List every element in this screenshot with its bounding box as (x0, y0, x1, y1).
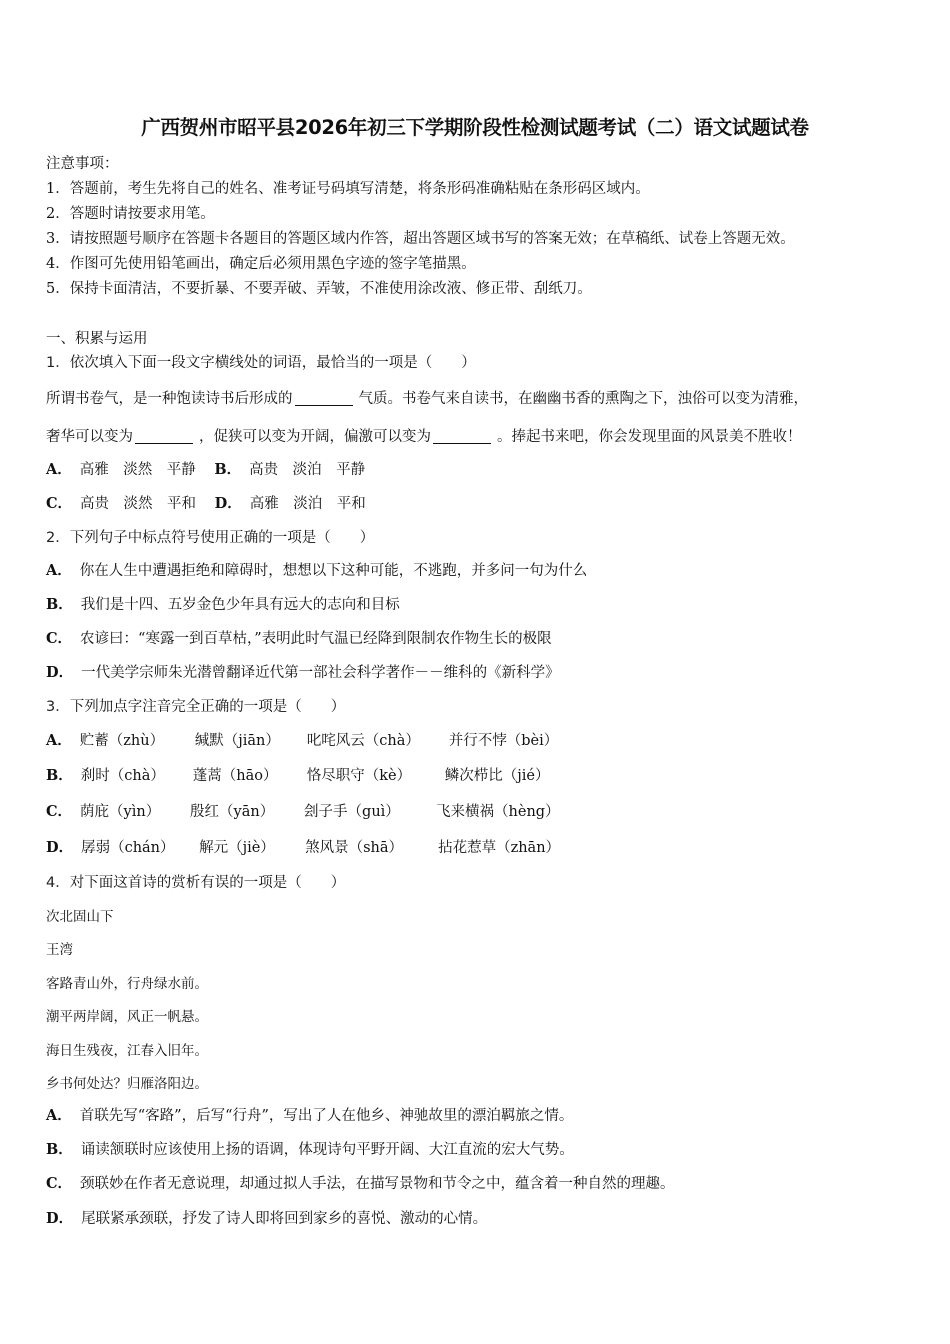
option-term: 煞风景（shā） (305, 840, 404, 856)
question-stem: 依次填入下面一段文字横线处的词语，最恰当的一项是（ ） (69, 355, 476, 371)
question-number: 1． (46, 355, 70, 371)
passage-text: ，促狭可以变为开阔，偏激可以变为 (199, 429, 431, 445)
question-4-option-c (46, 1172, 675, 1193)
question-4-option-d (46, 1207, 487, 1228)
passage-text: 奢华可以变为 (46, 429, 133, 445)
notice-heading: 注意事项： (46, 156, 119, 172)
option-key: D． (46, 839, 74, 856)
question-3-option-b (46, 764, 549, 785)
question-4-option-b (46, 1138, 574, 1159)
poem-line-2: 潮平两岸阔，风正一帆悬。 (46, 1009, 208, 1025)
notice-item-2: 2．答题时请按要求用笔。 (46, 206, 215, 222)
question-2-option-b (46, 593, 400, 614)
passage-text: 。捧起书来吧，你会发现里面的风景美不胜收！ (497, 429, 802, 445)
notice-item-3: 3．请按照题号顺序在答题卡各题目的答题区域内作答，超出答题区域书写的答案无效；在草稿纸、试卷上答题无效。 (46, 231, 795, 247)
option-term: 孱弱（chán） (81, 840, 175, 856)
question-1-options-row-2 (46, 492, 366, 513)
poem-title: 次北固山下 (46, 909, 114, 925)
option-key: A． (46, 1107, 72, 1124)
option-text: 尾联紧承颈联，抒发了诗人即将回到家乡的喜悦、激动的心情。 (81, 1211, 488, 1227)
page-title: 广西贺州市昭平县2026年初三下学期阶段性检测试题考试（二）语文试题试卷 (141, 116, 809, 139)
question-1-passage-line-1 (46, 387, 808, 408)
option-text: 颈联妙在作者无意说理，却通过拟人手法，在描写景物和节令之中，蕴含着一种自然的理趣。 (80, 1176, 675, 1192)
option-term: 解元（jiè） (199, 840, 275, 856)
poem-line-4: 乡书何处达？归雁洛阳边。 (46, 1076, 208, 1092)
question-2-option-a (46, 559, 587, 580)
option-key: B． (46, 596, 73, 613)
notice-item-1: 1．答题前，考生先将自己的姓名、准考证号码填写清楚，将条形码准确粘贴在条形码区域内。 (46, 181, 650, 197)
option-term: 蓬蒿（hāo） (192, 768, 278, 784)
option-text: 高贵 淡泊 平静 (249, 462, 366, 478)
option-term: 拈花惹草（zhān） (438, 840, 561, 856)
option-term: 鳞次栉比（jié） (444, 768, 550, 784)
option-key: A． (46, 461, 72, 478)
option-key: C． (46, 1175, 73, 1192)
option-key: C． (46, 495, 73, 512)
option-term: 恪尽职守（kè） (306, 768, 412, 784)
question-1-options-row-1 (46, 458, 365, 479)
question-number: 3． (46, 699, 70, 715)
notice-item-5: 5．保持卡面清洁，不要折暴、不要弄破、弄皱，不准使用涂改液、修正带、刮纸刀。 (46, 281, 592, 297)
passage-text: 气质。书卷气来自读书，在幽幽书香的熏陶之下，浊俗可以变为清雅， (358, 391, 808, 407)
question-1 (46, 351, 476, 372)
section-heading: 一、积累与运用 (46, 331, 148, 347)
option-term: 荫庇（yìn） (80, 804, 161, 820)
question-3-option-c (46, 800, 560, 821)
question-2-option-c (46, 627, 552, 648)
option-text: 你在人生中遭遇拒绝和障碍时，想想以下这种可能，不逃跑，并多问一句为什么 (79, 563, 588, 579)
option-term: 刽子手（guì） (304, 804, 400, 820)
question-number: 4． (46, 875, 70, 891)
option-term: 刹时（chà） (80, 768, 165, 784)
question-3-option-d (46, 836, 560, 857)
poem-line-1: 客路青山外，行舟绿水前。 (46, 976, 208, 992)
option-key: C． (46, 803, 73, 820)
option-key: D． (46, 1210, 74, 1227)
option-key: C． (46, 630, 73, 647)
option-term: 并行不悖（bèi） (448, 733, 559, 749)
question-4-option-a (46, 1104, 573, 1125)
question-stem: 下列加点字注音完全正确的一项是（ ） (69, 699, 346, 715)
passage-text: 所谓书卷气，是一种饱读诗书后形成的 (46, 391, 293, 407)
option-term: 叱咤风云（chà） (306, 733, 420, 749)
option-key: A． (46, 732, 72, 749)
option-text: 首联先写“客路”，后写“行舟”，写出了人在他乡、神驰故里的漂泊羁旅之情。 (79, 1108, 574, 1124)
option-text: 农谚曰：“寒露一到百草枯，”表明此时气温已经降到限制农作物生长的极限 (80, 631, 552, 647)
question-2-option-d (46, 661, 560, 682)
option-term: 飞来横祸（hèng） (436, 804, 560, 820)
option-term: 贮蓄（zhù） (79, 733, 165, 749)
question-3-option-a (46, 729, 558, 750)
question-stem: 对下面这首诗的赏析有误的一项是（ ） (69, 875, 346, 891)
option-key: B． (46, 767, 73, 784)
poem-author: 王湾 (46, 942, 73, 958)
option-term: 殷红（yān） (190, 804, 275, 820)
option-text: 高雅 淡然 平静 (79, 462, 196, 478)
fill-blank (135, 429, 193, 444)
option-key: A． (46, 562, 72, 579)
question-4 (46, 871, 345, 892)
question-3 (46, 695, 345, 716)
question-1-passage-line-2 (46, 425, 802, 446)
option-key: B． (214, 461, 242, 478)
option-text: 高雅 淡泊 平和 (249, 496, 366, 512)
option-text: 我们是十四、五岁金色少年具有远大的志向和目标 (80, 597, 400, 613)
option-key: D． (46, 664, 74, 681)
option-text: 诵读颔联时应该使用上扬的语调，体现诗句平野开阔、大江直流的宏大气势。 (80, 1142, 574, 1158)
fill-blank (433, 429, 491, 444)
option-key: D． (214, 495, 242, 512)
option-text: 高贵 淡然 平和 (80, 496, 197, 512)
poem-line-3: 海日生残夜，江春入旧年。 (46, 1043, 208, 1059)
option-key: B． (46, 1141, 73, 1158)
question-number: 2． (46, 530, 70, 546)
option-term: 缄默（jiān） (194, 733, 280, 749)
question-stem: 下列句子中标点符号使用正确的一项是（ ） (69, 530, 375, 546)
option-text: 一代美学宗师朱光潜曾翻译近代第一部社会科学著作－－维科的《新科学》 (81, 665, 560, 681)
notice-item-4: 4．作图可先使用铅笔画出，确定后必须用黑色字迹的签字笔描黑。 (46, 256, 476, 272)
question-2 (46, 526, 374, 547)
fill-blank (295, 391, 353, 406)
